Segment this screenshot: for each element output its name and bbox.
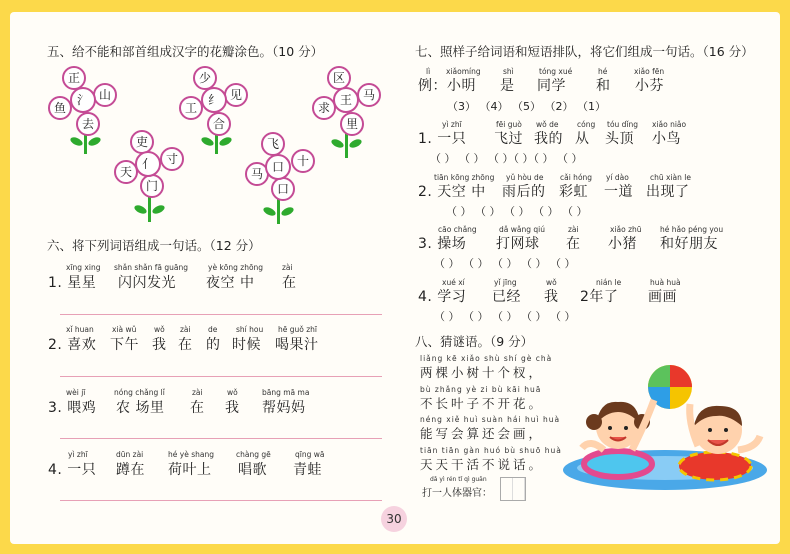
example-answers: （3） （4） （5） （2） （1） [447, 100, 606, 113]
page-number: 30 [381, 506, 407, 532]
word: 同学 [537, 78, 566, 94]
flower-center: 口 [265, 154, 291, 180]
pinyin: hé [598, 67, 608, 76]
flower-stem [148, 194, 151, 222]
petal[interactable]: 马 [245, 162, 269, 186]
flower-leaf [69, 136, 84, 148]
pinyin: dǎ wǎng qiú [499, 225, 545, 234]
pinyin: wǒ [154, 325, 165, 334]
pinyin: bù zhǎng yè zi bù kāi huā [420, 385, 542, 394]
pinyin: xiǎomíng [446, 67, 481, 76]
word: 4. 一只 [48, 462, 97, 478]
boy-icon [679, 404, 760, 480]
word: 从 [575, 131, 590, 147]
pinyin: yì zhī [68, 450, 88, 459]
pinyin: shì [503, 67, 514, 76]
riddle-line: 两棵小树十个杈， [420, 365, 545, 380]
flower-leaf [280, 206, 295, 218]
answer-blanks[interactable]: （ ） （ ） （ ） （ ） （ ） [434, 257, 576, 270]
riddle-line: 不长叶子不开花。 [420, 396, 545, 411]
word: 在 [190, 400, 205, 416]
pinyin: liǎng kē xiǎo shù shí gè chà [420, 354, 553, 363]
pinyin: chū xiàn le [650, 173, 691, 182]
word: 2. 天空 中 [418, 184, 486, 200]
petal[interactable]: 寸 [160, 147, 184, 171]
word: 我的 [534, 131, 563, 147]
petal[interactable]: 马 [357, 83, 381, 107]
word: 蹲在 [116, 462, 145, 478]
petal[interactable]: 区 [327, 66, 351, 90]
petal[interactable]: 里 [340, 112, 364, 136]
pinyin: zài [192, 388, 203, 397]
answer-blanks[interactable]: （ ） （ ） （ ） （ ） （ ） [434, 310, 576, 323]
petal[interactable]: 十 [291, 149, 315, 173]
pinyin: wǒ de [536, 120, 559, 129]
word: 荷叶上 [168, 462, 212, 478]
answer-blanks[interactable]: （ ） （ ） （ ）（ ）（ ） （ ） [430, 152, 583, 165]
word: 是 [500, 78, 515, 94]
pinyin: de [208, 325, 218, 334]
word: 3. 喂鸡 [48, 400, 97, 416]
flower-leaf [200, 136, 215, 148]
pinyin: shí hou [236, 325, 264, 334]
pinyin: zài [282, 263, 293, 272]
petal[interactable]: 山 [93, 83, 117, 107]
pinyin: yì zhī [442, 120, 462, 129]
word: 的 [206, 337, 221, 353]
word: 唱歌 [238, 462, 267, 478]
word: 闪闪发光 [118, 275, 176, 291]
word: 喝果汁 [275, 337, 319, 353]
flower-leaf [330, 138, 345, 150]
pinyin: wǒ [546, 278, 557, 287]
word: 时候 [232, 337, 261, 353]
word: 小猪 [608, 236, 637, 252]
petal[interactable]: 飞 [261, 132, 285, 156]
pinyin: fēi guò [496, 120, 522, 129]
pinyin: chàng gē [236, 450, 271, 459]
pinyin: dǎ yì rén tǐ qì guān [430, 476, 487, 483]
word: 4. 学习 [418, 289, 467, 305]
word: 1. 一只 [418, 131, 467, 147]
petal[interactable]: 合 [207, 112, 231, 136]
flower-center: 氵 [70, 87, 96, 113]
pinyin: dūn zài [116, 450, 144, 459]
word: 头顶 [605, 131, 634, 147]
pinyin: huà huà [650, 278, 681, 287]
pinyin: hé hǎo péng you [660, 225, 724, 234]
word: 雨后的 [502, 184, 546, 200]
word: 画画 [648, 289, 677, 305]
word: 农 场里 [116, 400, 165, 416]
answer-line[interactable] [60, 500, 382, 501]
answer-line[interactable] [60, 438, 382, 439]
word: 例：小明 [418, 78, 476, 94]
pinyin: xiǎo niǎo [652, 120, 687, 129]
flower-center: 亻 [135, 151, 161, 177]
answer-line[interactable] [60, 314, 382, 315]
worksheet-page [10, 12, 780, 544]
petal[interactable]: 门 [140, 174, 164, 198]
pinyin: cāo chǎng [438, 225, 477, 234]
flower-leaf [218, 136, 233, 148]
word: 下午 [110, 337, 139, 353]
pinyin: tiān tiān gàn huó bù shuō huà [420, 446, 562, 455]
pinyin: tóu dǐng [607, 120, 639, 129]
pinyin: yǐ jīng [494, 278, 517, 287]
pinyin: bāng mā ma [262, 388, 310, 397]
petal[interactable]: 鱼 [48, 96, 72, 120]
pinyin: nián le [596, 278, 622, 287]
answer-blanks[interactable]: （ ） （ ） （ ） （ ） （ ） [446, 205, 588, 218]
section-7-title: 七、照样子给词语和短语排队，将它们组成一句话。（16 分） [415, 44, 754, 59]
word: 打网球 [496, 236, 540, 252]
flower-leaf [262, 206, 277, 218]
answer-box[interactable] [500, 477, 526, 501]
section-6-title: 六、将下列词语组成一句话。（12 分） [47, 238, 261, 253]
pinyin: lì [426, 67, 431, 76]
pinyin: xǐ huan [66, 325, 94, 334]
word: 2年了 [580, 289, 619, 305]
word: 我 [152, 337, 167, 353]
word: 和 [596, 78, 611, 94]
petal[interactable]: 少 [193, 66, 217, 90]
word: 在 [566, 236, 581, 252]
word: 夜空 中 [206, 275, 255, 291]
pinyin: zài [180, 325, 191, 334]
word: 我 [544, 289, 559, 305]
pinyin: qīng wā [295, 450, 325, 459]
petal[interactable]: 正 [62, 66, 86, 90]
pinyin: néng xiě huì suàn hái huì huà [420, 415, 561, 424]
pinyin: zài [568, 225, 579, 234]
riddle-hint: 打一人体器官： [422, 488, 492, 499]
word: 青蛙 [293, 462, 322, 478]
word: 帮妈妈 [262, 400, 306, 416]
pinyin: xué xí [442, 278, 465, 287]
flower-leaf [151, 204, 166, 216]
flower-leaf [87, 136, 102, 148]
pinyin: nóng chǎng lǐ [114, 388, 165, 397]
word: 小鸟 [652, 131, 681, 147]
riddle-line: 天天干活不说话。 [420, 457, 545, 472]
pinyin: hé yè shang [168, 450, 214, 459]
pinyin: tóng xué [539, 67, 573, 76]
flower-center: 纟 [201, 87, 227, 113]
word: 一道 [604, 184, 633, 200]
pinyin: yí dào [606, 173, 629, 182]
word: 2. 喜欢 [48, 337, 97, 353]
pinyin: xiǎo fēn [634, 67, 665, 76]
pinyin: cóng [577, 120, 596, 129]
word: 出现了 [646, 184, 690, 200]
petal[interactable]: 吏 [130, 130, 154, 154]
petal[interactable]: 去 [76, 112, 100, 136]
pinyin: tiān kōng zhōng [434, 173, 495, 182]
pinyin: wǒ [227, 388, 238, 397]
pinyin: cǎi hóng [560, 173, 593, 182]
pinyin: xià wǔ [112, 325, 137, 334]
flower-center: 王 [333, 87, 359, 113]
pinyin: wèi jī [66, 388, 86, 397]
petal[interactable]: 工 [179, 96, 203, 120]
word: 我 [225, 400, 240, 416]
word: 3. 操场 [418, 236, 467, 252]
word: 飞过 [494, 131, 523, 147]
pinyin: shǎn shǎn fā guāng [114, 263, 189, 272]
pinyin: xīng xing [66, 263, 101, 272]
petal[interactable]: 天 [114, 160, 138, 184]
section-5-title: 五、给不能和部首组成汉字的花瓣涂色。（10 分） [47, 44, 324, 59]
pinyin: yè kōng zhōng [208, 263, 264, 272]
answer-line[interactable] [60, 376, 382, 377]
petal[interactable]: 求 [312, 96, 336, 120]
pinyin: yǔ hòu de [506, 173, 544, 182]
swimming-kids-illustration [560, 352, 770, 492]
word: 彩虹 [559, 184, 588, 200]
flower-leaf [348, 138, 363, 150]
riddle-line: 能写会算还会画， [420, 426, 545, 441]
word: 在 [178, 337, 193, 353]
word: 和好朋友 [660, 236, 718, 252]
word: 在 [282, 275, 297, 291]
word: 小芬 [635, 78, 664, 94]
section-8-title: 八、猜谜语。（9 分） [415, 334, 534, 349]
pinyin: xiǎo zhū [610, 225, 642, 234]
pinyin: hē guǒ zhī [278, 325, 318, 334]
girl-icon [582, 400, 654, 477]
word: 已经 [492, 289, 521, 305]
word: 1. 星星 [48, 275, 97, 291]
petal[interactable]: 口 [271, 177, 295, 201]
petal[interactable]: 见 [224, 83, 248, 107]
flower-leaf [133, 204, 148, 216]
